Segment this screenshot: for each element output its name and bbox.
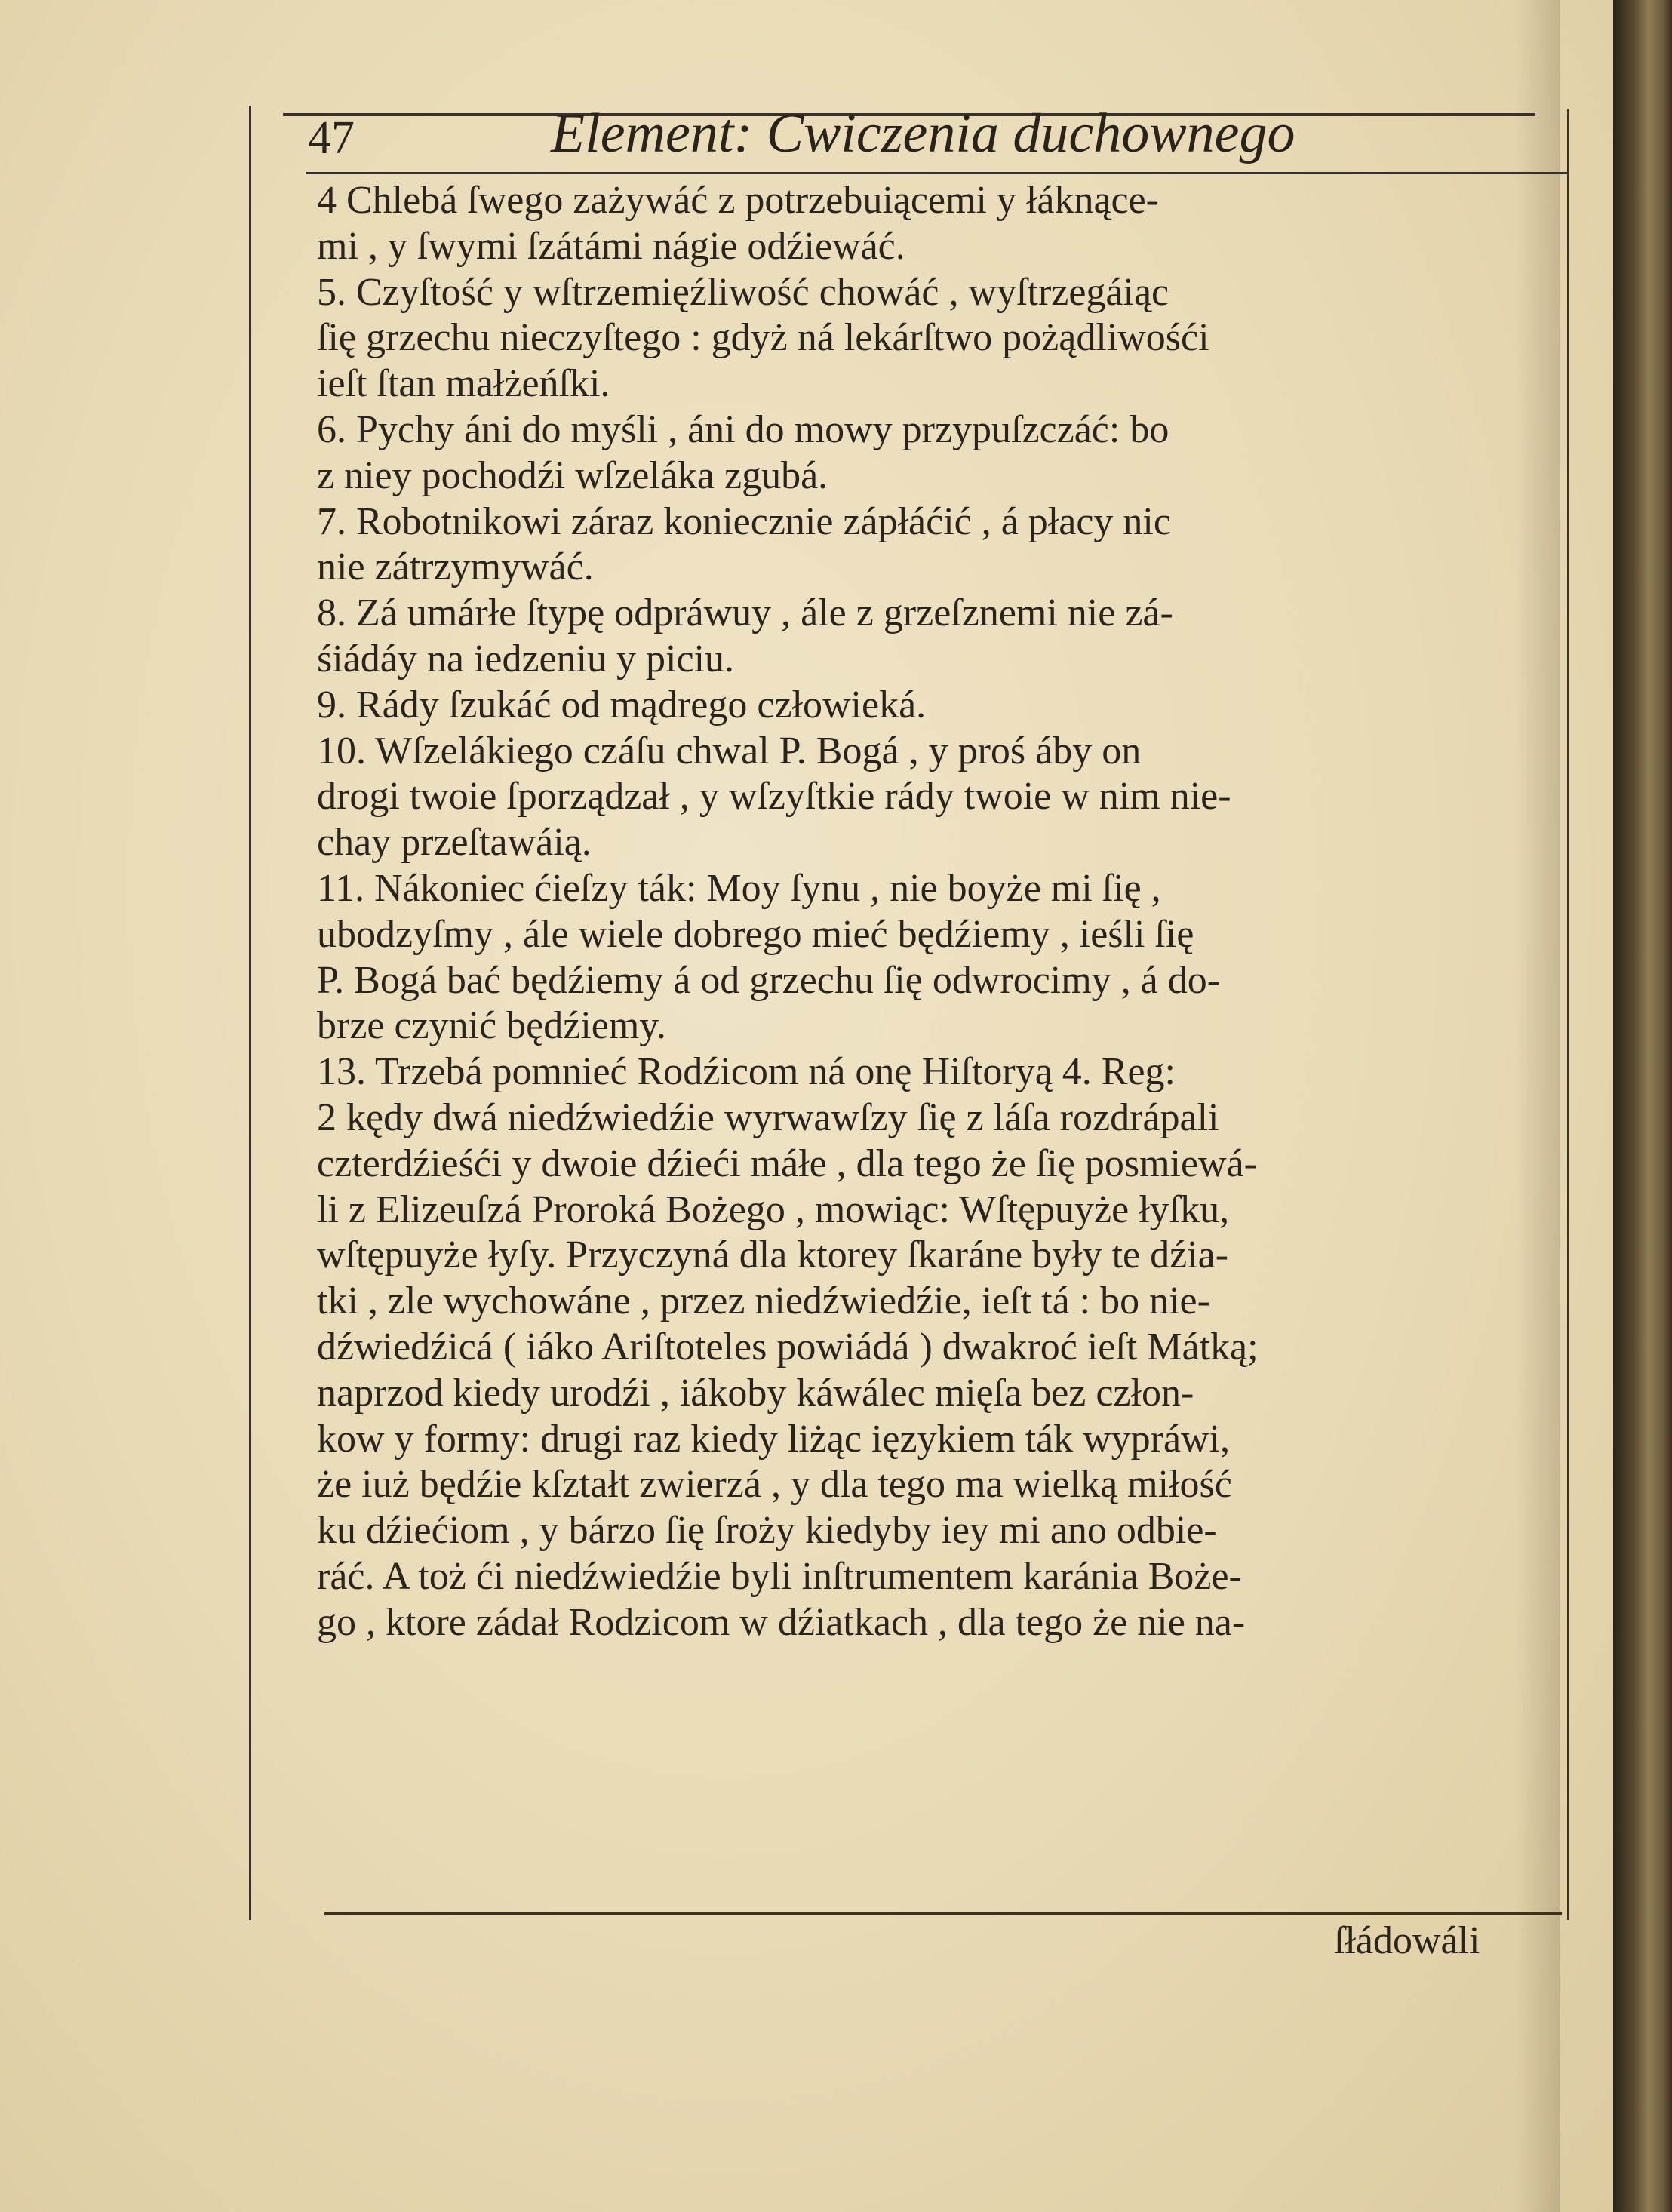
text-line: 9. Rády ſzukáć od mądrego człowieká. xyxy=(317,683,927,727)
text-line: 8. Zá umárłe ſtypę odpráwuy , ále z grzeſznemi nie zá- xyxy=(317,591,1173,635)
text-line: kow y formy: drugi raz kiedy liżąc ięzykiem ták wypráwi, xyxy=(317,1417,1231,1461)
page-number: 47 xyxy=(308,112,355,164)
text-line: ku dźiećiom , y bárzo ſię ſroży kiedyby iey mi ano odbie- xyxy=(317,1509,1217,1553)
text-line: 10. Wſzelákiego czáſu chwal P. Bogá , y proś áby on xyxy=(317,729,1142,773)
running-head: Element: Cwiczenia duchownego xyxy=(551,103,1295,164)
text-line: brze czynić będźiemy. xyxy=(317,1004,666,1048)
text-line: 5. Czyſtość y wſtrzemięźliwość chowáć , wyſtrzegáiąc xyxy=(317,270,1169,314)
gutter-shadow xyxy=(1515,0,1560,2212)
text-line: go , ktore zádał Rodzicom w dźiatkach , dla tego że nie na- xyxy=(317,1600,1246,1644)
text-line: śiádáy na iedzeniu y piciu. xyxy=(317,637,735,680)
text-line: 6. Pychy áni do myśli , áni do mowy przypuſzczáć: bo xyxy=(317,407,1169,451)
text-line: P. Bogá bać będźiemy á od grzechu ſię odwrocimy , á do- xyxy=(317,958,1221,1002)
header-rule xyxy=(306,172,1569,174)
frame-left-rule xyxy=(249,106,251,1920)
text-line: 11. Nákoniec ćieſzy ták: Moy ſynu , nie boyże mi ſię , xyxy=(317,866,1161,910)
text-line: ieſt ſtan małżeńſki. xyxy=(317,362,610,406)
text-line: mi , y ſwymi ſzátámi nágie odźiewáć. xyxy=(317,224,905,268)
next-page-edge xyxy=(1613,0,1672,2212)
text-line: tki , zle wychowáne , przez niedźwiedźie, ieſt tá : bo nie- xyxy=(317,1280,1210,1323)
text-line: chay przeſtawáią. xyxy=(317,821,592,865)
text-line: ráć. A toż ći niedźwiedźie byli inſtrumentem karánia Boże- xyxy=(317,1554,1242,1598)
body-text xyxy=(317,178,1569,1646)
text-line: 4 Chlebá ſwego zażywáć z potrzebuiącemi y łáknące- xyxy=(317,179,1159,222)
text-line: wſtępuyże łyſy. Przyczyná dla ktorey ſkaráne były te dźia- xyxy=(317,1233,1229,1277)
text-line: naprzod kiedy urodźi , iákoby káwálec mięſa bez człon- xyxy=(317,1371,1194,1415)
bottom-rule xyxy=(324,1912,1562,1915)
text-line: 2 kędy dwá niedźwiedźie wyrwawſzy ſię z láſa rozdrápali xyxy=(317,1095,1219,1139)
text-line: że iuż będźie kſztałt zwierzá , y dla tego ma wielką miłość xyxy=(317,1463,1232,1507)
text-line: czterdźieśći y dwoie dźieći máłe , dla tego że ſię posmiewá- xyxy=(317,1141,1257,1185)
text-line: li z Elizeuſzá Proroká Bożego , mowiąc: Wſtępuyże łyſku, xyxy=(317,1187,1230,1231)
text-line: 13. Trzebá pomnieć Rodźicom ná onę Hiſtoryą 4. Reg: xyxy=(317,1050,1176,1094)
text-line: ſię grzechu nieczyſtego : gdyż ná lekárſtwo pożądliwośći xyxy=(317,316,1209,360)
text-line: drogi twoie ſporządzał , y wſzyſtkie rády twoie w nim nie- xyxy=(317,775,1231,819)
text-line: z niey pochodźi wſzeláka zgubá. xyxy=(317,453,828,497)
text-line: 7. Robotnikowi záraz koniecznie zápłáćić , á płacy nic xyxy=(317,499,1171,543)
text-line: nie zátrzymywáć. xyxy=(317,545,594,589)
catchword: ſłádowáli xyxy=(1334,1919,1480,1962)
text-line: ubodzyſmy , ále wiele dobrego mieć będźiemy , ieśli ſię xyxy=(317,912,1194,956)
text-line: dźwiedźicá ( iáko Ariſtoteles powiádá ) dwakroć ieſt Mátką; xyxy=(317,1325,1259,1369)
